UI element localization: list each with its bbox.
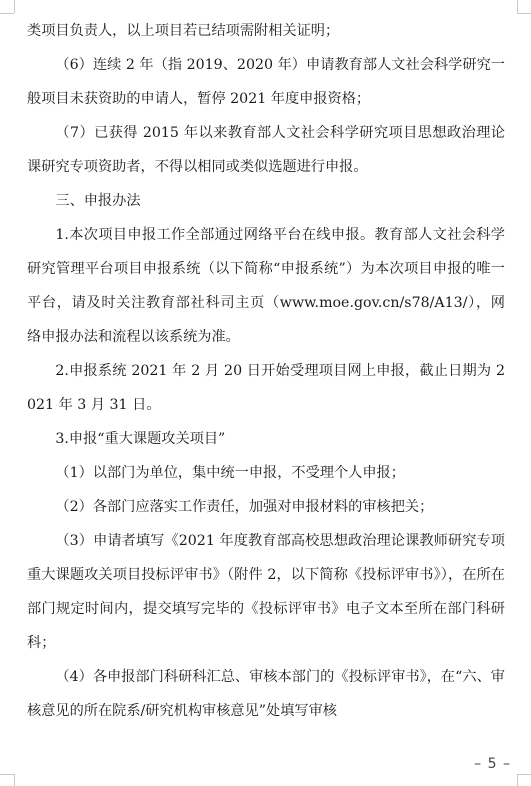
- crop-mark-top-left-v: [14, 0, 15, 13]
- paragraph-deadline: 2.申报系统 2021 年 2 月 20 日开始受理项目网上申报，截止日期为 2021 年 3 月 31 日。: [27, 363, 505, 413]
- body-text: [27, 14, 505, 728]
- crop-mark-top-right-h: [517, 13, 531, 14]
- paragraph-sub-2: （2）各部门应落实工作责任，加强对申报材料的审核把关；: [55, 499, 434, 515]
- crop-mark-bottom-right-h: [517, 774, 531, 775]
- page-number-value: 5: [487, 756, 498, 772]
- paragraph-item-7: （7）已获得 2015 年以来教育部人文社会科学研究项目思想政治理论课研究专项资助者，不得以相同或类似选题进行申报。: [27, 125, 505, 175]
- section-heading-application-method: 三、申报办法: [55, 193, 141, 209]
- crop-mark-bottom-right-v: [517, 774, 518, 786]
- paragraph-item-6: （6）连续 2 年（指 2019、2020 年）申请教育部人文社会科学研究一般项目未获资助的申请人，暂停 2021 年度申报资格；: [27, 57, 505, 107]
- paragraph-sub-3: （3）申请者填写《2021 年度教育部高校思想政治理论课教师研究专项重大课题攻关项目投标评审书》（附件 2，以下简称《投标评审书》），在所在部门规定时间内，提交填写完毕的《投标评审书》电子文本至所在部门科研科；: [27, 533, 505, 651]
- page-number: – 5 –: [474, 756, 511, 772]
- paragraph-continuation: 类项目负责人，以上项目若已结项需附相关证明；: [27, 23, 340, 39]
- crop-mark-bottom-left-h: [0, 774, 14, 775]
- crop-mark-top-left-h: [0, 13, 14, 14]
- paragraph-sub-4: （4）各申报部门科研科汇总、审核本部门的《投标评审书》，在“六、审核意见的所在院系/研究机构审核意见”处填写审核: [27, 669, 505, 719]
- crop-mark-top-right-v: [517, 0, 518, 13]
- paragraph-online-platform: 1.本次项目申报工作全部通过网络平台在线申报。教育部人文社会科学研究管理平台项目申报系统（以下简称“申报系统”）为本次项目申报的唯一平台，请及时关注教育部社科司主页（www.moe.gov.cn/s78/A13/），网络申报办法和流程以该系统为准。: [27, 227, 505, 345]
- paragraph-sub-1: （1）以部门为单位，集中统一申报，不受理个人申报；: [55, 465, 405, 481]
- subheading-major-project: 3.申报“重大课题攻关项目”: [55, 431, 226, 447]
- crop-mark-bottom-left-v: [14, 774, 15, 786]
